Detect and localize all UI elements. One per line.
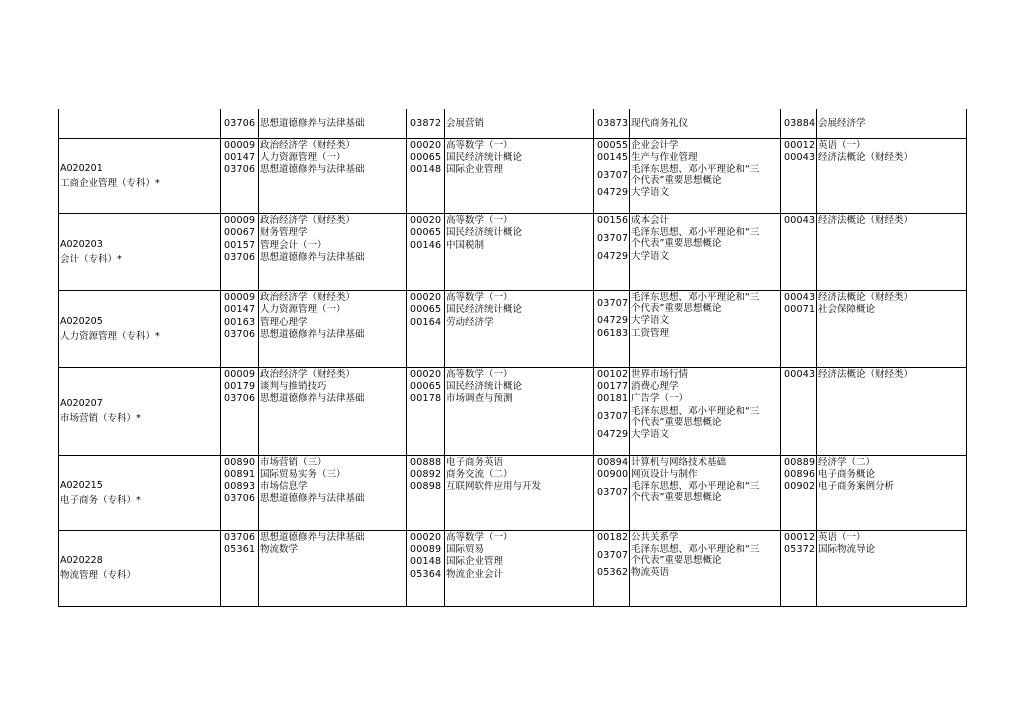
course-code: 00900 xyxy=(597,469,629,480)
major-name: 市场营销（专科）* xyxy=(60,413,141,424)
course-name: 高等数学（一） xyxy=(446,532,513,543)
course-code: 00182 xyxy=(597,532,629,543)
course-code: 05364 xyxy=(410,568,442,580)
course-name: 公共关系学 xyxy=(631,532,679,543)
course-name: 思想道德修养与法律基础 xyxy=(260,117,365,129)
course-code: 00020 xyxy=(410,140,442,151)
course-name: 大学语文 xyxy=(631,315,670,327)
course-name: 国民经济统计概论 xyxy=(446,152,523,163)
course-name: 管理会计（一） xyxy=(260,239,327,251)
course-name: 劳动经济学 xyxy=(446,316,494,328)
course-name: 电子商务概论 xyxy=(818,469,876,480)
course-name: 管理心理学 xyxy=(260,316,308,328)
course-name: 会展营销 xyxy=(446,117,485,129)
course-code: 00067 xyxy=(224,227,256,239)
course-name: 个代表”重要思想概论 xyxy=(631,555,722,567)
course-code: 00157 xyxy=(224,239,256,251)
course-code: 00065 xyxy=(410,227,442,239)
course-code: 05362 xyxy=(597,567,629,579)
major-label xyxy=(60,553,136,583)
course-code: 00147 xyxy=(224,304,256,316)
course-name: 电子商务英语 xyxy=(446,457,504,468)
course-code: 00891 xyxy=(224,469,256,480)
course-code: 03706 xyxy=(224,532,256,543)
course-name: 国民经济统计概论 xyxy=(446,227,523,239)
course-name: 市场调查与预测 xyxy=(446,393,513,405)
course-name: 思想道德修养与法律基础 xyxy=(260,252,365,264)
course-code: 00043 xyxy=(784,152,816,163)
course-name: 大学语文 xyxy=(631,250,670,262)
course-code: 03707 xyxy=(597,486,629,498)
course-code: 03706 xyxy=(224,393,256,405)
course-name: 成本会计 xyxy=(631,215,670,226)
course-name: 广告学（一） xyxy=(631,393,689,405)
course-code: 00055 xyxy=(597,140,629,151)
course-name: 经济学（二） xyxy=(818,457,876,468)
course-code: 00890 xyxy=(224,457,256,468)
course-name: 企业会计学 xyxy=(631,140,679,151)
course-name: 商务交流（二） xyxy=(446,469,513,480)
course-code: 03707 xyxy=(597,411,629,423)
column-divider xyxy=(444,109,445,606)
major-name: 会计（专科）* xyxy=(60,253,122,265)
course-code: 00898 xyxy=(410,481,442,492)
course-code: 00065 xyxy=(410,152,442,163)
course-name: 市场营销（三） xyxy=(260,457,327,468)
column-divider xyxy=(780,109,781,606)
course-code: 00071 xyxy=(784,304,816,316)
course-name: 毛泽东思想、邓小平理论和“三 xyxy=(631,544,760,556)
course-name: 国际企业管理 xyxy=(446,164,504,175)
course-name: 政治经济学（财经类） xyxy=(260,292,356,303)
major-label xyxy=(60,237,122,267)
major-name: 工商企业管理（专科）* xyxy=(60,177,160,189)
major-label xyxy=(60,396,141,426)
course-name: 财务管理学 xyxy=(260,227,308,239)
course-code: 00043 xyxy=(784,292,816,303)
course-name: 经济法概论（财经类） xyxy=(818,152,914,163)
course-name: 思想道德修养与法律基础 xyxy=(260,393,365,405)
course-code: 00156 xyxy=(597,215,629,226)
course-code: 00902 xyxy=(784,481,816,492)
course-name: 思想道德修养与法律基础 xyxy=(260,329,365,341)
course-name: 工资管理 xyxy=(631,327,670,339)
major-name: 电子商务（专科）* xyxy=(60,494,141,506)
course-code: 03706 xyxy=(224,164,256,175)
column-divider xyxy=(816,109,817,606)
course-code: 03884 xyxy=(784,117,816,129)
course-name: 高等数学（一） xyxy=(446,140,513,151)
course-code: 05361 xyxy=(224,544,256,556)
course-code: 00893 xyxy=(224,481,256,492)
course-name: 经济法概论（财经类） xyxy=(818,369,914,380)
course-name: 个代表”重要思想概论 xyxy=(631,175,722,186)
course-name: 国际物流导论 xyxy=(818,544,876,556)
course-name: 电子商务案例分析 xyxy=(818,481,895,492)
course-code: 00889 xyxy=(784,457,816,468)
course-name: 社会保障概论 xyxy=(818,304,876,316)
course-code: 03706 xyxy=(224,493,256,504)
course-code: 00009 xyxy=(224,369,256,380)
course-code: 00148 xyxy=(410,556,442,568)
column-divider xyxy=(629,109,630,606)
course-name: 国民经济统计概论 xyxy=(446,304,523,316)
course-name: 政治经济学（财经类） xyxy=(260,215,356,226)
course-name: 世界市场行情 xyxy=(631,369,689,380)
course-name: 国际贸易实务（三） xyxy=(260,469,346,480)
major-name: 物流管理（专科） xyxy=(60,570,137,581)
course-code: 00145 xyxy=(597,152,629,163)
course-name: 思想道德修养与法律基础 xyxy=(260,493,365,504)
course-code: 00181 xyxy=(597,393,629,405)
course-code: 04729 xyxy=(597,315,629,327)
course-name: 市场信息学 xyxy=(260,481,308,492)
course-code: 00178 xyxy=(410,393,442,405)
course-code: 03707 xyxy=(597,169,629,181)
row-divider xyxy=(58,455,967,456)
row-divider xyxy=(58,530,967,531)
course-code: 00089 xyxy=(410,544,442,556)
course-code: 04729 xyxy=(597,250,629,262)
course-name: 经济法概论（财经类） xyxy=(818,215,914,226)
course-code: 06183 xyxy=(597,327,629,339)
course-code: 00065 xyxy=(410,381,442,393)
course-name: 谈判与推销技巧 xyxy=(260,381,327,393)
row-divider xyxy=(58,606,967,607)
course-code: 00009 xyxy=(224,140,256,151)
course-name: 网页设计与制作 xyxy=(631,469,698,480)
course-name: 大学语文 xyxy=(631,187,670,198)
course-code: 00020 xyxy=(410,292,442,303)
course-code: 03872 xyxy=(410,117,442,129)
course-name: 毛泽东思想、邓小平理论和“三 xyxy=(631,164,760,175)
row-divider xyxy=(58,367,967,368)
course-code: 03873 xyxy=(597,117,629,129)
course-name: 英语（一） xyxy=(818,532,866,543)
column-divider xyxy=(593,109,594,606)
course-code: 03707 xyxy=(597,549,629,561)
column-divider xyxy=(258,109,259,606)
major-code: A020228 xyxy=(60,555,103,566)
course-name: 物流英语 xyxy=(631,567,670,579)
course-code: 00163 xyxy=(224,316,256,328)
course-name: 物流数学 xyxy=(260,544,299,556)
course-code: 00012 xyxy=(784,532,816,543)
major-label xyxy=(60,161,160,191)
course-name: 个代表”重要思想概论 xyxy=(631,238,722,250)
major-code: A020203 xyxy=(60,238,103,250)
row-divider xyxy=(58,138,967,139)
course-code: 00012 xyxy=(784,140,816,151)
course-code: 00009 xyxy=(224,292,256,303)
course-code: 00177 xyxy=(597,381,629,393)
course-name: 国民经济统计概论 xyxy=(446,381,523,393)
course-name: 会展经济学 xyxy=(818,117,866,129)
course-name: 思想道德修养与法律基础 xyxy=(260,164,365,175)
course-name: 个代表”重要思想概论 xyxy=(631,492,722,503)
course-code: 00043 xyxy=(784,215,816,226)
course-name: 物流企业会计 xyxy=(446,568,504,580)
column-divider xyxy=(220,109,221,606)
course-code: 00147 xyxy=(224,152,256,163)
course-name: 英语（一） xyxy=(818,140,866,151)
course-name: 国际企业管理 xyxy=(446,556,504,568)
course-code: 04729 xyxy=(597,187,629,198)
major-code: A020205 xyxy=(60,315,103,327)
course-code: 00020 xyxy=(410,532,442,543)
course-name: 高等数学（一） xyxy=(446,369,513,380)
course-name: 毛泽东思想、邓小平理论和“三 xyxy=(631,292,760,303)
major-code: A020207 xyxy=(60,398,103,409)
row-divider xyxy=(58,213,967,214)
course-code: 00009 xyxy=(224,215,256,226)
course-code: 00888 xyxy=(410,457,442,468)
curriculum-table xyxy=(58,0,994,724)
course-code: 00020 xyxy=(410,215,442,226)
course-name: 高等数学（一） xyxy=(446,292,513,303)
course-code: 05372 xyxy=(784,544,816,556)
course-code: 00065 xyxy=(410,304,442,316)
column-divider xyxy=(58,109,59,606)
course-code: 00892 xyxy=(410,469,442,480)
course-name: 政治经济学（财经类） xyxy=(260,140,356,151)
row-divider xyxy=(58,290,967,291)
course-name: 互联网软件应用与开发 xyxy=(446,481,542,492)
column-divider xyxy=(966,109,967,606)
course-name: 思想道德修养与法律基础 xyxy=(260,532,365,543)
course-name: 经济法概论（财经类） xyxy=(818,292,914,303)
course-code: 00179 xyxy=(224,381,256,393)
major-label xyxy=(60,478,141,508)
course-code: 03706 xyxy=(224,329,256,341)
course-name: 个代表”重要思想概论 xyxy=(631,303,722,314)
course-code: 03707 xyxy=(597,297,629,309)
course-code: 00148 xyxy=(410,164,442,175)
course-name: 毛泽东思想、邓小平理论和“三 xyxy=(631,405,760,417)
major-code: A020201 xyxy=(60,162,103,174)
course-name: 政治经济学（财经类） xyxy=(260,369,356,380)
course-code: 03706 xyxy=(224,252,256,264)
course-name: 大学语文 xyxy=(631,428,670,440)
course-code: 03706 xyxy=(224,117,256,129)
course-name: 个代表”重要思想概论 xyxy=(631,416,722,428)
course-code: 00102 xyxy=(597,369,629,380)
course-name: 毛泽东思想、邓小平理论和“三 xyxy=(631,227,760,239)
column-divider xyxy=(406,109,407,606)
course-name: 毛泽东思想、邓小平理论和“三 xyxy=(631,481,760,492)
major-name: 人力资源管理（专科）* xyxy=(60,330,160,342)
major-code: A020215 xyxy=(60,479,103,491)
course-code: 00164 xyxy=(410,316,442,328)
course-name: 国际贸易 xyxy=(446,544,485,556)
course-name: 生产与作业管理 xyxy=(631,152,698,163)
course-name: 现代商务礼仪 xyxy=(631,117,689,129)
course-code: 04729 xyxy=(597,428,629,440)
course-code: 00894 xyxy=(597,457,629,468)
course-name: 人力资源管理（一） xyxy=(260,152,346,163)
course-name: 消费心理学 xyxy=(631,381,679,393)
course-code: 00020 xyxy=(410,369,442,380)
course-code: 00146 xyxy=(410,239,442,251)
course-name: 计算机与网络技术基础 xyxy=(631,457,727,468)
course-name: 高等数学（一） xyxy=(446,215,513,226)
course-name: 人力资源管理（一） xyxy=(260,304,346,316)
major-label xyxy=(60,314,160,344)
course-code: 00043 xyxy=(784,369,816,380)
course-name: 中国税制 xyxy=(446,239,485,251)
course-code: 03707 xyxy=(597,232,629,244)
course-code: 00896 xyxy=(784,469,816,480)
